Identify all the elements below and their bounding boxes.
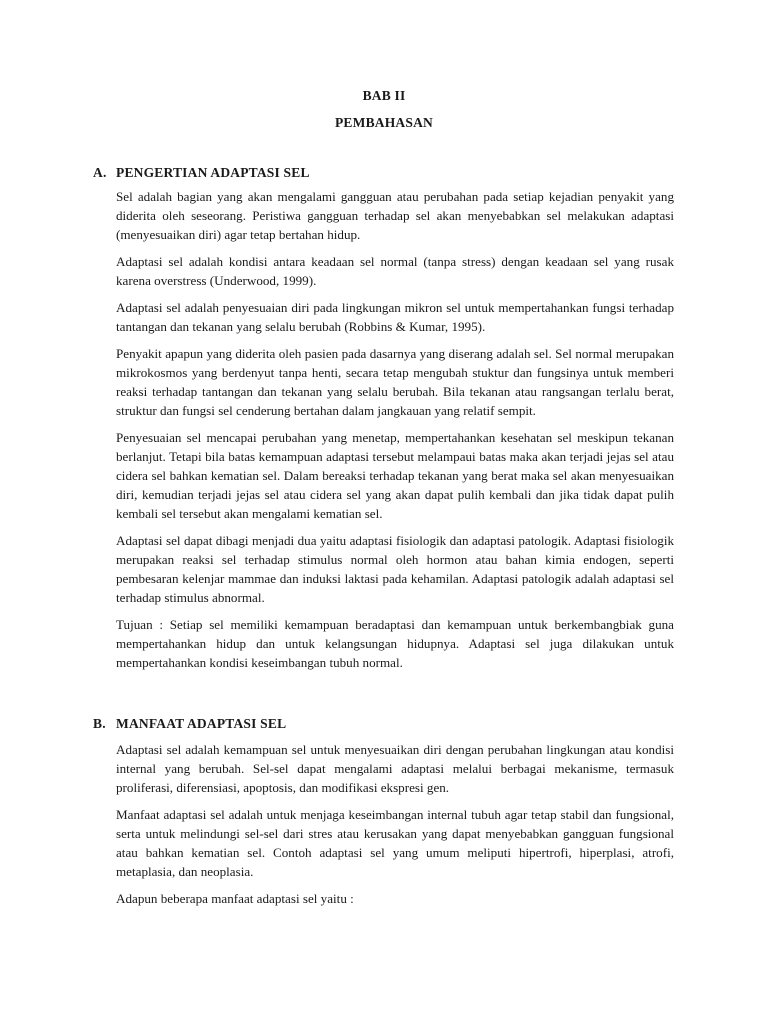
section-letter: A. xyxy=(93,165,107,180)
paragraph: Sel adalah bagian yang akan mengalami gangguan atau perubahan pada setiap kejadian penyakit yang diderita oleh seseorang. Peristiwa gangguan terhadap sel akan menyebabkan sel melakukan adaptasi (menyesuaikan diri) agar tetap bertahan hidup. xyxy=(116,189,674,242)
paragraph: Adaptasi sel adalah kemampuan sel untuk menyesuaikan diri dengan perubahan lingkungan atau kondisi internal yang berubah. Sel-sel dapat mengalami adaptasi melalui berbagai mekanisme, termasuk proliferasi, diferensiasi, apoptosis, dan modifikasi ekspresi gen. xyxy=(116,742,674,795)
chapter-title: PEMBAHASAN xyxy=(334,115,433,130)
paragraph: Adaptasi sel adalah penyesuaian diri pada lingkungan mikron sel untuk mempertahankan fungsi terhadap tantangan dan tekanan yang selalu berubah (Robbins & Kumar, 1995). xyxy=(116,300,674,334)
paragraph: Manfaat adaptasi sel adalah untuk menjaga keseimbangan internal tubuh agar tetap stabil dan fungsional, serta untuk melindungi sel-sel dari stres atau kerusakan yang dapat menyebabkan gangguan fungsional atau bahkan kematian sel. Contoh adaptasi sel yang umum meliputi hipertrofi, hiperplasi, atrofi, metaplasia, dan neoplasia. xyxy=(116,807,674,879)
paragraph: Penyakit apapun yang diderita oleh pasien pada dasarnya yang diserang adalah sel. Sel normal merupakan mikrokosmos yang berdenyut tanpa henti, secara tetap mengubah stuktur dan fungsinya untuk memberi reaksi terhadap tantangan dan tekanan yang selalu berubah. Bila tekanan atau rangsangan terlalu berat, struktur dan fungsi sel cenderung bertahan dalam jangkauan yang relatif sempit. xyxy=(116,346,674,418)
paragraph: Adaptasi sel dapat dibagi menjadi dua yaitu adaptasi fisiologik dan adaptasi patologik. Adaptasi fisiologik merupakan reaksi sel terhadap stimulus normal oleh hormon atau bahan kimia endogen, seperti pembesaran kelenjar mammae dan induksi laktasi pada kehamilan. Adaptasi patologik adalah adaptasi sel terhadap stimulus abnormal. xyxy=(116,533,674,605)
paragraph: Tujuan : Setiap sel memiliki kemampuan beradaptasi dan kemampuan untuk berkembangbiak guna mempertahankan hidup dan untuk kelangsungan hidupnya. Adaptasi sel juga dilakukan untuk mempertahankan kondisi keseimbangan tubuh normal. xyxy=(116,617,674,670)
section-letter: B. xyxy=(93,716,106,731)
section-heading-b xyxy=(93,716,286,732)
chapter-label: BAB II xyxy=(362,88,406,103)
section-title: PENGERTIAN ADAPTASI SEL xyxy=(116,165,310,180)
paragraph: Adapun beberapa manfaat adaptasi sel yaitu : xyxy=(116,891,354,906)
paragraph: Adaptasi sel adalah kondisi antara keadaan sel normal (tanpa stress) dengan keadaan sel yang rusak karena overstress (Underwood, 1999). xyxy=(116,254,674,288)
section-body-b xyxy=(116,740,674,908)
section-heading-a xyxy=(93,165,310,181)
paragraph: Penyesuaian sel mencapai perubahan yang menetap, mempertahankan kesehatan sel meskipun tekanan berlanjut. Tetapi bila batas kemampuan adaptasi tersebut melampaui batas maka akan terjadi jejas sel atau cidera sel bahkan kematian sel. Dalam bereaksi terhadap tekanan yang berat maka sel akan menyesuaikan diri, kemudian terjadi jejas sel atau cidera sel yang akan dapat pulih kembali dan jika tidak dapat pulih kembali sel tersebut akan mengalami kematian sel. xyxy=(116,430,674,521)
section-title: MANFAAT ADAPTASI SEL xyxy=(116,716,287,731)
section-body-a xyxy=(116,187,674,672)
